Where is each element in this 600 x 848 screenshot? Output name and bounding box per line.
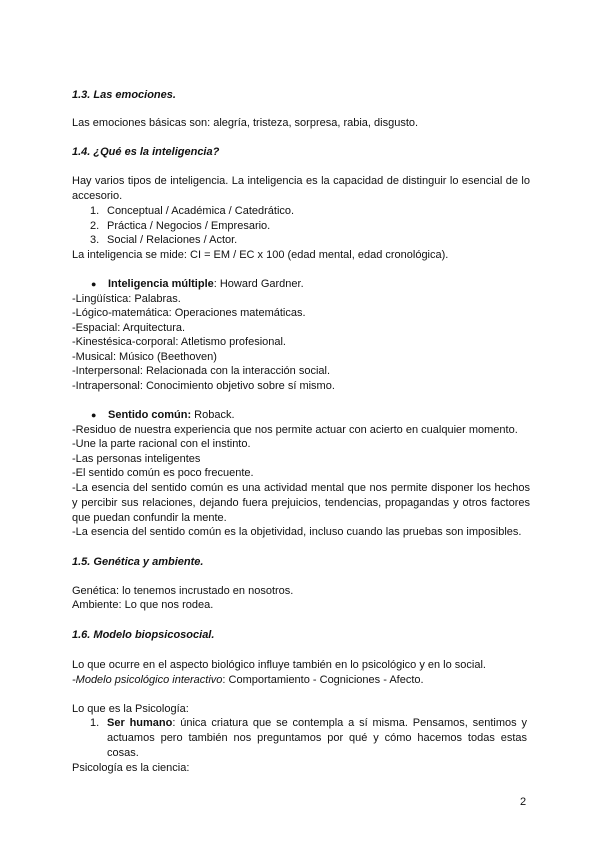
heading-genetica: 1.5. Genética y ambiente. <box>72 556 204 568</box>
common-rest: Roback. <box>191 409 235 421</box>
common-long-item: -La esencia del sentido común es una actividad mental que nos permite disponer los hechos y percibir sus relaciones, dejando fuera prejuicios, tendencias, propagandas y otros factores que puedan confundir la mente. <box>72 482 530 524</box>
common-item: -Une la parte racional con el instinto. <box>72 438 251 450</box>
multiple-item: -Musical: Músico (Beethoven) <box>72 351 217 363</box>
common-item: -Las personas inteligentes <box>72 453 201 465</box>
emociones-text: Las emociones básicas son: alegría, tristeza, sorpresa, rabia, disgusto. <box>72 117 419 129</box>
multiple-heading <box>108 277 304 292</box>
list-item: Práctica / Negocios / Empresario. <box>107 220 271 232</box>
common-label: Sentido común: <box>108 409 192 421</box>
heading-inteligencia: 1.4. ¿Qué es la inteligencia? <box>72 146 220 158</box>
model-line <box>72 673 530 688</box>
ser-humano-item <box>107 716 527 761</box>
bullet-icon: ● <box>91 410 97 420</box>
multiple-item: -Interpersonal: Relacionada con la interacción social. <box>72 365 331 377</box>
common-last-item: -La esencia del sentido común es la objetividad, incluso cuando las pruebas son imposibles. <box>72 526 522 538</box>
model-label: -Modelo psicológico interactivo <box>72 674 223 686</box>
heading-biopsicosocial: 1.6. Modelo biopsicosocial. <box>72 629 215 641</box>
psych-intro: Lo que es la Psicología: <box>72 703 189 715</box>
list-number: 1. <box>90 205 100 217</box>
bullet-icon: ● <box>91 279 97 289</box>
model-rest: : Comportamiento - Cogniciones - Afecto. <box>222 674 424 686</box>
common-item: -El sentido común es poco frecuente. <box>72 467 254 479</box>
multiple-label: Inteligencia múltiple <box>108 278 214 290</box>
ser-humano-label: Ser humano <box>107 717 173 729</box>
genetica-text: Genética: lo tenemos incrustado en nosotros. <box>72 585 294 597</box>
common-item: -Residuo de nuestra experiencia que nos permite actuar con acierto en cualquier momento. <box>72 424 518 436</box>
ser-humano-text: : única criatura que se contempla a sí misma. Pensamos, sentimos y actuamos pero también nos preguntamos por qué y cómo hacemos todas estas cosas. <box>107 717 527 759</box>
multiple-item: -Lingüística: Palabras. <box>72 293 181 305</box>
list-number: 1. <box>90 717 100 729</box>
common-heading <box>108 408 235 423</box>
multiple-item: -Espacial: Arquitectura. <box>72 322 186 334</box>
list-number: 3. <box>90 234 100 246</box>
biopsicosocial-text: Lo que ocurre en el aspecto biológico influye también en lo psicológico y en lo social. <box>72 659 486 671</box>
heading-emociones: 1.3. Las emociones. <box>72 89 176 101</box>
ambiente-text: Ambiente: Lo que nos rodea. <box>72 599 214 611</box>
list-item: Conceptual / Académica / Catedrático. <box>107 205 295 217</box>
inteligencia-intro: Hay varios tipos de inteligencia. La inteligencia es la capacidad de distinguir lo esencial de lo accesorio. <box>72 175 530 202</box>
science-text: Psicología es la ciencia: <box>72 762 190 774</box>
page-number: 2 <box>520 796 527 808</box>
inteligencia-measure: La inteligencia se mide: CI = EM / EC x 100 (edad mental, edad cronológica). <box>72 249 449 261</box>
list-item: Social / Relaciones / Actor. <box>107 234 238 246</box>
multiple-item: -Lógico-matemática: Operaciones matemáticas. <box>72 307 306 319</box>
list-number: 2. <box>90 220 100 232</box>
multiple-rest: : Howard Gardner. <box>213 278 304 290</box>
multiple-item: -Kinestésica-corporal: Atletismo profesional. <box>72 336 286 348</box>
multiple-item: -Intrapersonal: Conocimiento objetivo sobre sí mismo. <box>72 380 335 392</box>
